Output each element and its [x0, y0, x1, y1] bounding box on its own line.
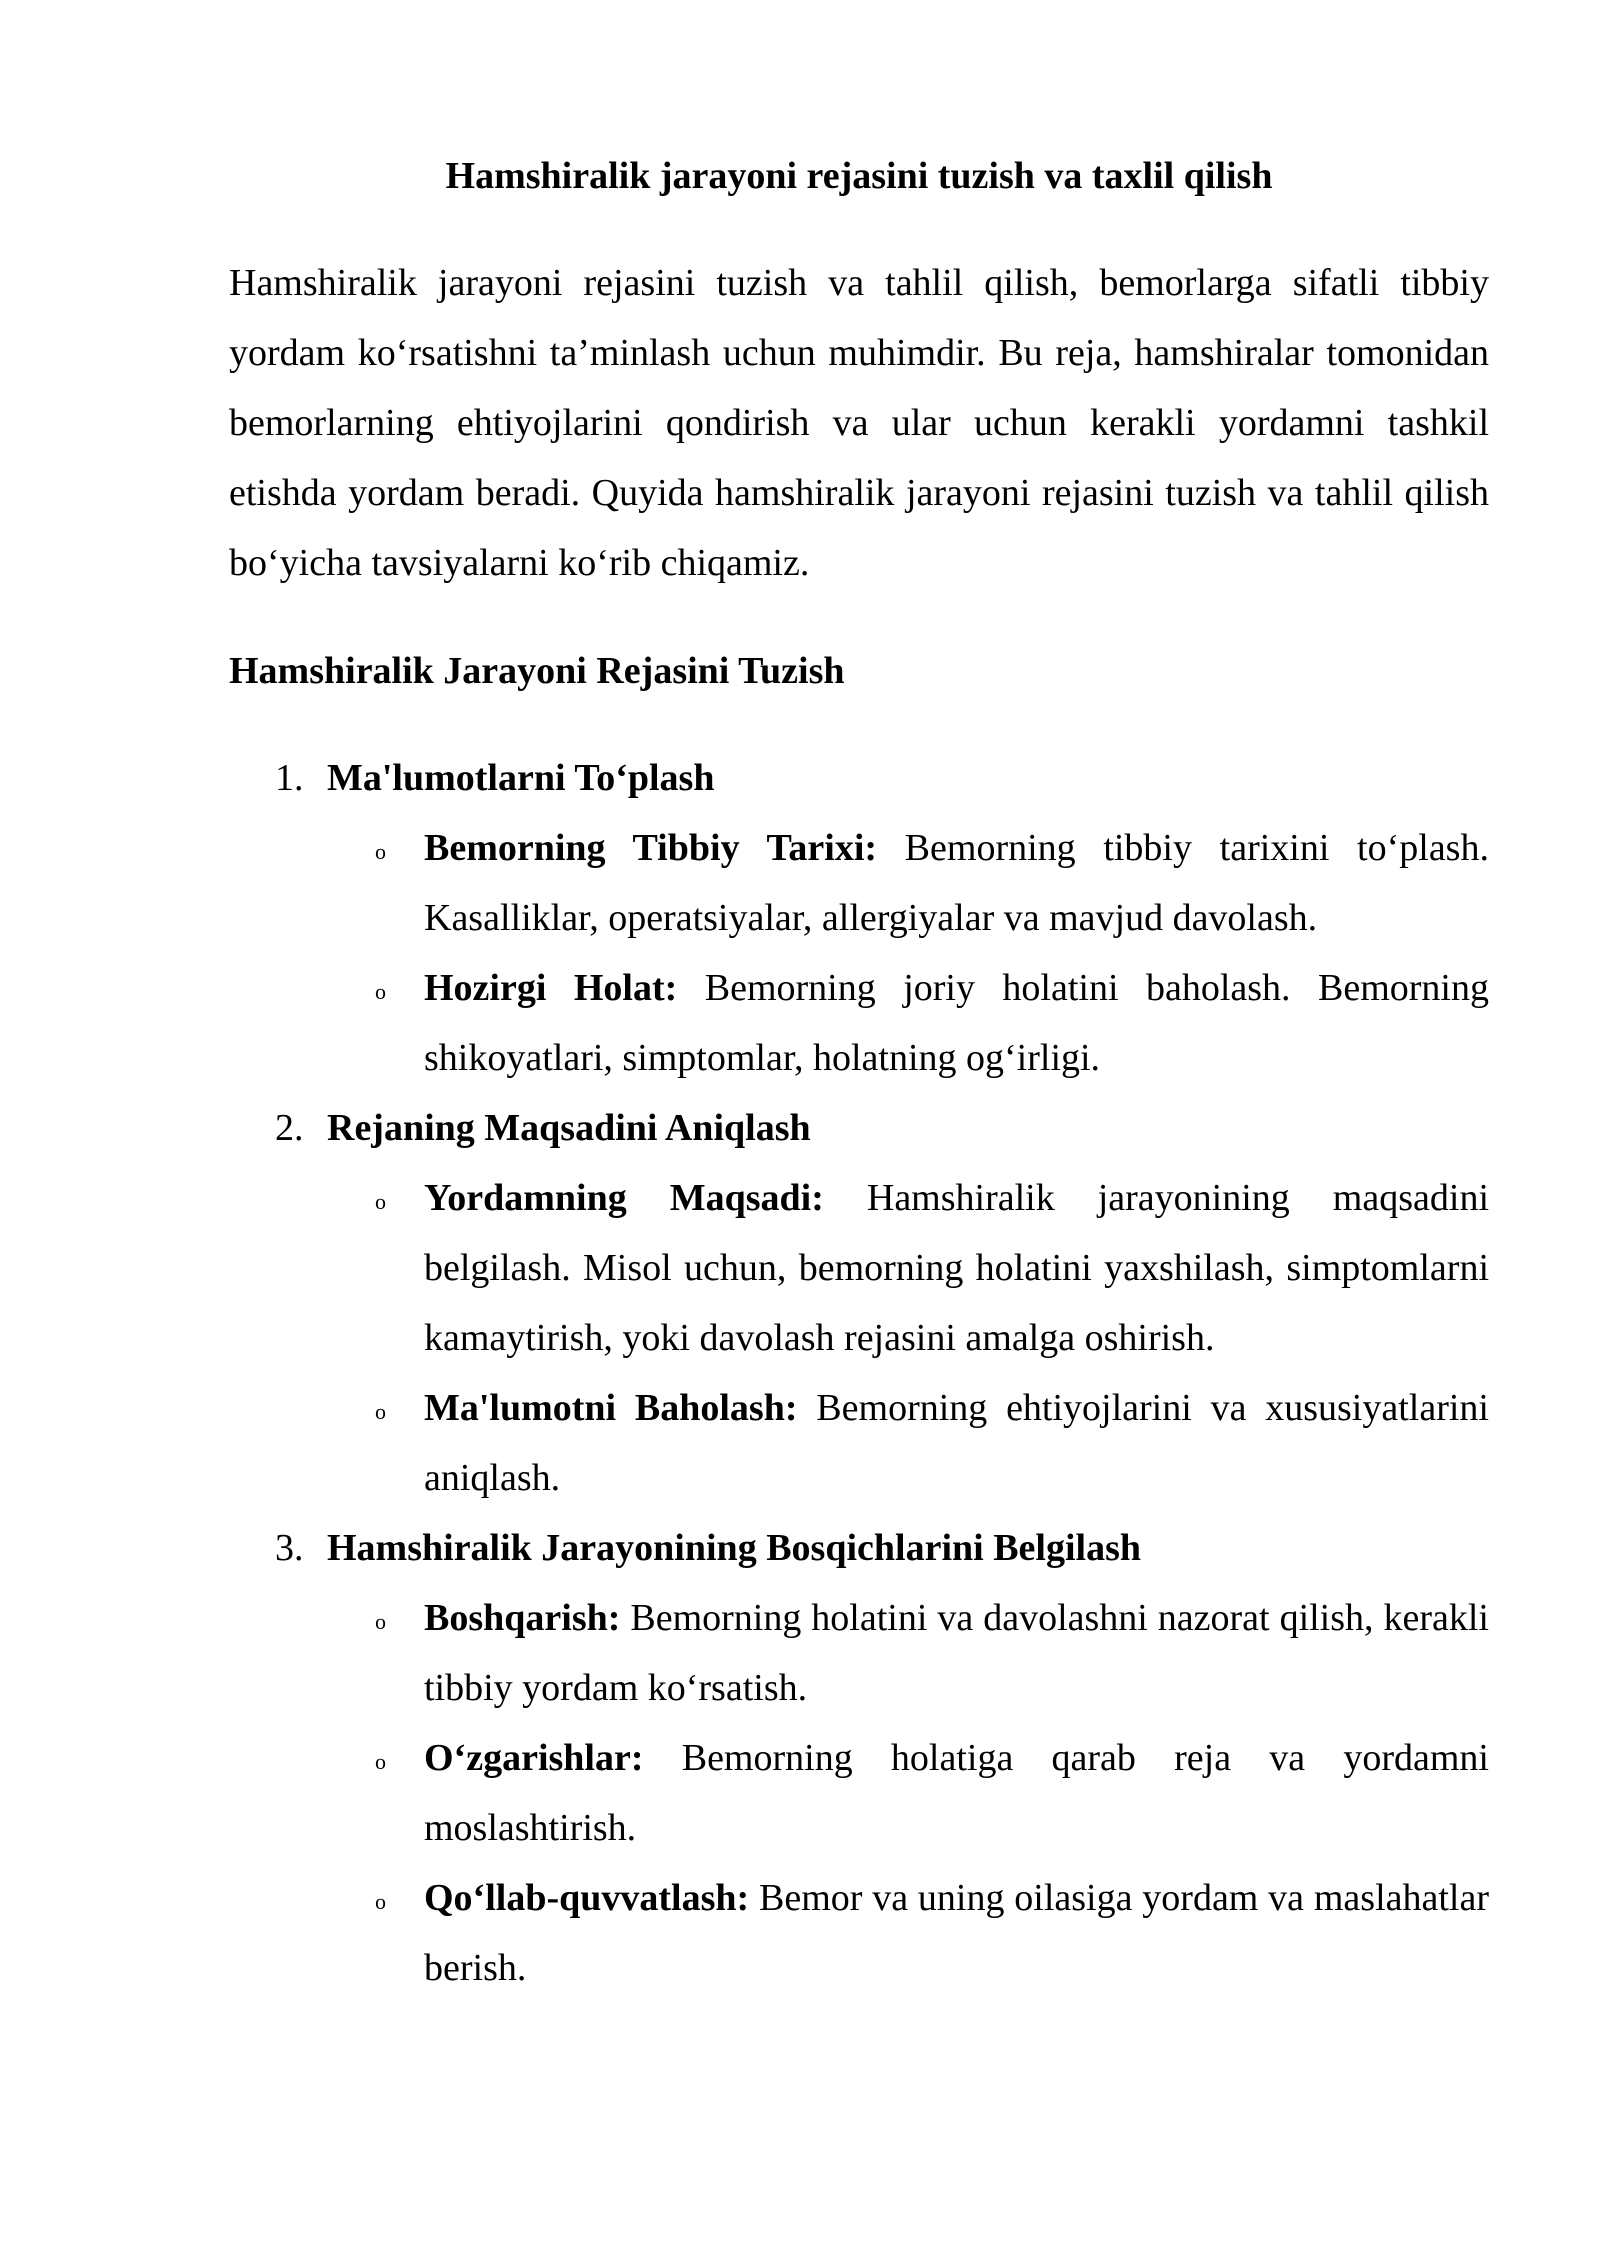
intro-paragraph: Hamshiralik jarayoni rejasini tuzish va tahlil qilish, bemorlarga sifatli tibbiy yordam ko‘rsatishni ta’minlash uchun muhimdir. Bu reja, hamshiralar tomonidan bemorlarning ehtiyojlarini qondirish va ular uchun kerakli yordamni tashkil etishda yordam beradi. Quyida hamshiralik jarayoni rejasini tuzish va tahlil qilish bo‘yicha tavsiyalarni ko‘rib chiqamiz. [229, 262, 1489, 584]
sub-item-description: Bemorning tibbiy tarixini to‘plash. Kasalliklar, operatsiyalar, allergiyalar va mavjud davolash. [424, 827, 1489, 939]
step-header [229, 1513, 1489, 1583]
sub-item-term: Ma'lumotni Baholash: [424, 1387, 798, 1429]
sub-item-description: Hamshiralik jarayonining maqsadini belgilash. Misol uchun, bemorning holatini yaxshilash, simptomlarni kamaytirish, yoki davolash rejasini amalga oshirish. [424, 1177, 1489, 1359]
step-sublist [229, 1583, 1489, 2003]
sub-item-description: Bemorning ehtiyojlarini va xususiyatlarini aniqlash. [424, 1387, 1489, 1499]
sub-item-text [424, 953, 1489, 1093]
step-sublist [229, 1163, 1489, 1513]
step-header [229, 743, 1489, 813]
sub-item [229, 1373, 1489, 1513]
bullet-icon: o [375, 1609, 386, 1634]
step-label: Hamshiralik Jarayonining Bosqichlarini Belgilash [327, 1527, 1141, 1569]
bullet-icon: o [375, 1889, 386, 1914]
sub-item-term: Bemorning Tibbiy Tarixi: [424, 827, 878, 869]
document-title: Hamshiralik jarayoni rejasini tuzish va taxlil qilish [445, 155, 1273, 197]
step-sublist [229, 813, 1489, 1093]
step-item [229, 743, 1489, 1093]
sub-item-text [424, 813, 1489, 953]
step-header [229, 1093, 1489, 1163]
sub-item [229, 1723, 1489, 1863]
sub-item-description: Bemorning holatini va davolashni nazorat qilish, kerakli tibbiy yordam ko‘rsatish. [424, 1597, 1489, 1709]
step-number: 2. [275, 1107, 304, 1149]
sub-item-text [424, 1583, 1489, 1723]
bullet-icon: o [375, 1399, 386, 1424]
sub-item-term: O‘zgarishlar: [424, 1737, 644, 1779]
sub-item [229, 953, 1489, 1093]
steps-list [229, 743, 1489, 2003]
bullet-icon: o [375, 979, 386, 1004]
sub-item-text [424, 1723, 1489, 1863]
bullet-icon: o [375, 1749, 386, 1774]
sub-item [229, 1863, 1489, 2003]
sub-item [229, 813, 1489, 953]
sub-item-term: Yordamning Maqsadi: [424, 1177, 824, 1219]
step-item [229, 1513, 1489, 2003]
section-heading: Hamshiralik Jarayoni Rejasini Tuzish [229, 650, 845, 692]
step-label: Ma'lumotlarni To‘plash [327, 757, 715, 799]
bullet-icon: o [375, 1189, 386, 1214]
sub-item-text [424, 1863, 1489, 2003]
sub-item [229, 1583, 1489, 1723]
bullet-icon: o [375, 839, 386, 864]
sub-item-description: Bemorning joriy holatini baholash. Bemorning shikoyatlari, simptomlar, holatning og‘irligi. [424, 967, 1489, 1079]
sub-item-text [424, 1373, 1489, 1513]
sub-item-term: Boshqarish: [424, 1597, 621, 1639]
step-number: 1. [275, 757, 304, 799]
sub-item-description: Bemor va uning oilasiga yordam va maslahatlar berish. [424, 1877, 1489, 1989]
sub-item-term: Qo‘llab-quvvatlash: [424, 1877, 750, 1919]
sub-item-description: Bemorning holatiga qarab reja va yordamni moslashtirish. [424, 1737, 1489, 1849]
sub-item [229, 1163, 1489, 1373]
step-label: Rejaning Maqsadini Aniqlash [327, 1107, 811, 1149]
step-item [229, 1093, 1489, 1513]
sub-item-term: Hozirgi Holat: [424, 967, 678, 1009]
step-number: 3. [275, 1527, 304, 1569]
sub-item-text [424, 1163, 1489, 1373]
